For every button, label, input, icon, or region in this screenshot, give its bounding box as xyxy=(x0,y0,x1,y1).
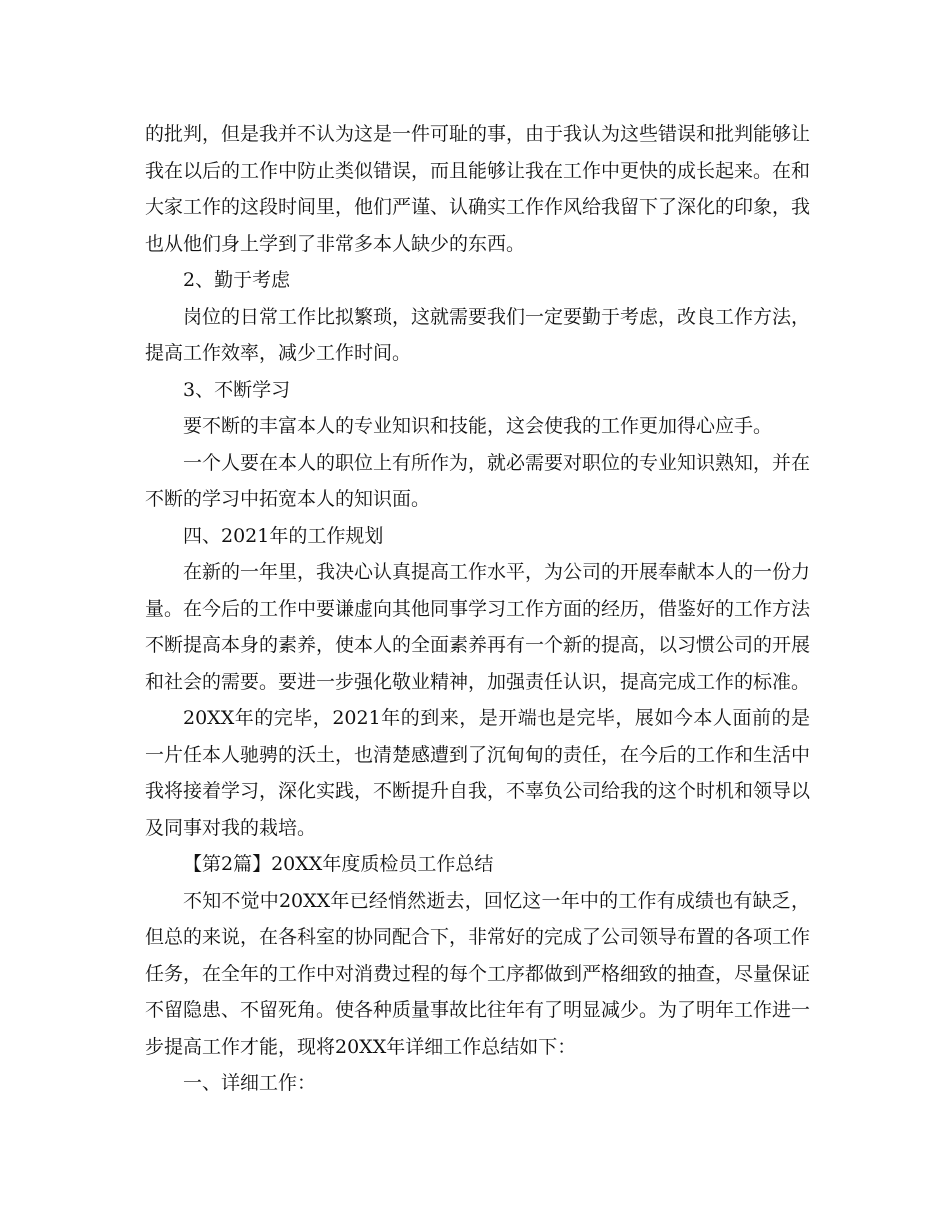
paragraph-enrich-knowledge: 要不断的丰富本人的专业知识和技能，这会使我的工作更加得心应手。 xyxy=(183,415,773,437)
paragraph-criticism: 的批判，但是我并不认为这是一件可耻的事，由于我认为这些错误和批判能够让我在以后的工作中防止类似错误，而且能够让我在工作中更快的成长起来。在和大家工作的这段时间里，他们严谨、认确实工作作风给我留下了深化的印象，我也从他们身上学到了非常多本人缺少的东西。 xyxy=(145,123,811,255)
paragraph-year-end: 20XX年的完毕，2021年的到来，是开端也是完毕，展如今本人面前的是一片任本人驰骋的沃土，也清楚感遭到了沉甸甸的责任，在今后的工作和生活中我将接着学习，深化实践，不断提升自我，不辜负公司给我的这个时机和领导以及同事对我的栽培。 xyxy=(145,707,811,839)
paragraph-new-year: 在新的一年里，我决心认真提高工作水平，为公司的开展奉献本人的一份力量。在今后的工作中要谦虚向其他同事学习工作方面的经历，借鉴好的工作方法不断提高本身的素养，使本人的全面素养再有一个新的提高，以习惯公司的开展和社会的需要。要进一步强化敬业精神，加强责任认识，提高完成工作的标准。 xyxy=(145,561,811,693)
heading-work-plan: 四、2021年的工作规划 xyxy=(183,524,384,547)
heading-article-2: 【第2篇】20XX年度质检员工作总结 xyxy=(183,853,494,875)
document-body xyxy=(145,116,810,1102)
paragraph-improve-methods: 岗位的日常工作比拟繁琐，这就需要我们一定要勤于考虑，改良工作方法，提高工作效率，减少工作时间。 xyxy=(145,305,811,364)
paragraph-summary-intro: 不知不觉中20XX年已经悄然逝去，回忆这一年中的工作有成绩也有缺乏，但总的来说，在各科室的协同配合下，非常好的完成了公司领导布置的各项工作任务，在全年的工作中对消费过程的每个工序都做到严格细致的抽查，尽量保证不留隐患、不留死角。使各种质量事故比往年有了明显减少。为了明年工作进一步提高工作才能，现将20XX年详细工作总结如下： xyxy=(145,889,811,1058)
heading-detailed-work: 一、详细工作： xyxy=(183,1072,317,1094)
paragraph-position-knowledge: 一个人要在本人的职位上有所作为，就必需要对职位的专业知识熟知，并在不断的学习中拓宽本人的知识面。 xyxy=(145,451,811,510)
heading-keep-learning: 3、不断学习 xyxy=(183,378,291,401)
heading-think-diligently: 2、勤于考虑 xyxy=(183,269,291,291)
